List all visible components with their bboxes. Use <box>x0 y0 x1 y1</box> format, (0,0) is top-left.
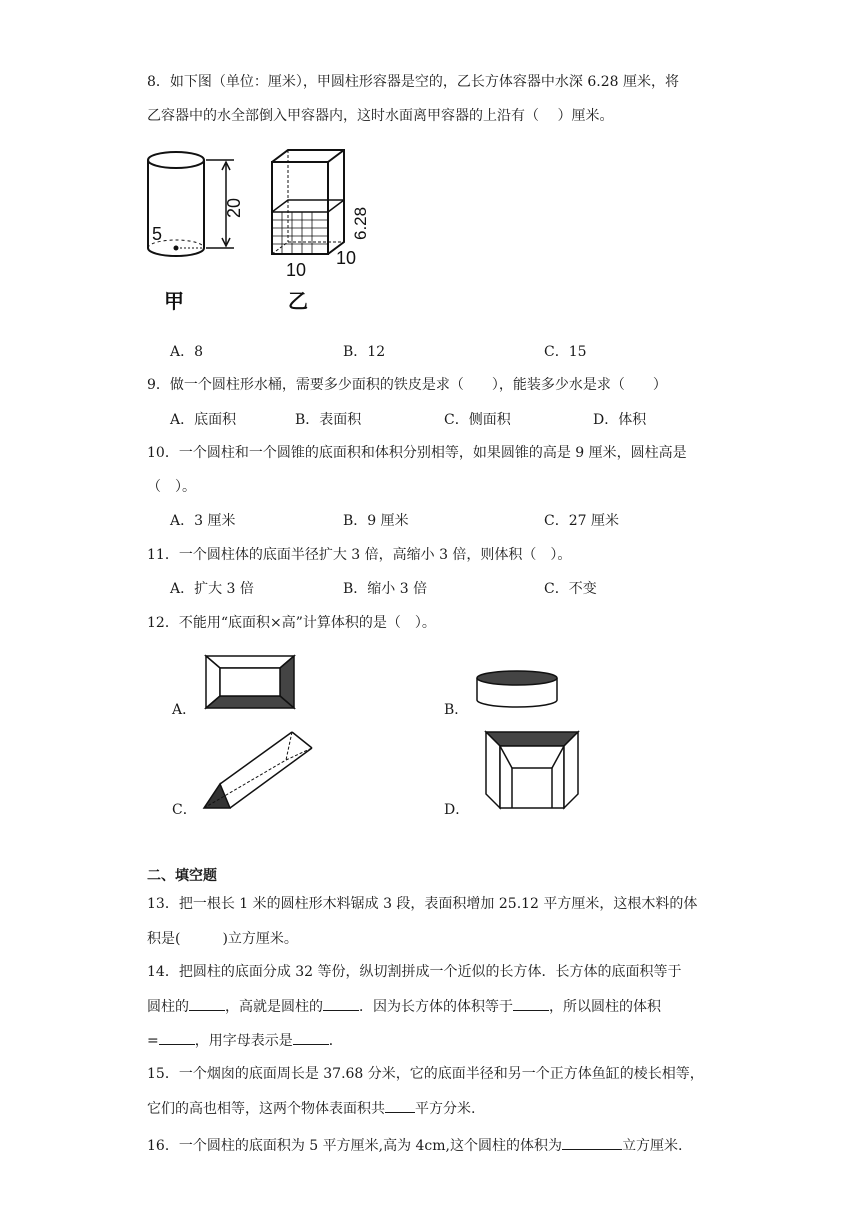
q10-option-c[interactable]: C．27 厘米 <box>544 513 619 529</box>
q14-blank-4[interactable] <box>159 1030 195 1045</box>
q14-blank-5[interactable] <box>293 1030 329 1045</box>
q12-figure-d-hexagonal-prism <box>480 728 584 812</box>
q16-blank[interactable] <box>562 1135 622 1150</box>
section-fill-in-title: 二、填空题 <box>147 868 217 884</box>
q8-figure <box>140 140 380 320</box>
cuboid-depth-label: 6.28 <box>351 206 370 240</box>
q8-text-line1: 8．如下图（单位：厘米），甲圆柱形容器是空的，乙长方体容器中水深 6.28 厘米，将 <box>147 74 679 90</box>
cuboid-yi <box>272 150 344 254</box>
q8-option-b[interactable]: B．12 <box>343 344 386 360</box>
q15-text-2a: 它们的高也相等，这两个物体表面积共 <box>147 1101 385 1117</box>
q14-text-line3 <box>147 1030 343 1051</box>
q15-text-line2 <box>147 1098 475 1119</box>
q8-text-line2: 乙容器中的水全部倒入甲容器内，这时水面离甲容器的上沿有（ ）厘米。 <box>147 108 614 124</box>
q14-text-3b: ，用字母表示是 <box>194 1033 293 1049</box>
q10-option-a[interactable]: A．3 厘米 <box>170 513 236 529</box>
cylinder-center-dot <box>174 246 179 251</box>
q15-text-2b: 平方分米. <box>415 1101 476 1117</box>
q13-text-line2: 积是( )立方厘米。 <box>147 931 298 947</box>
q14-text-2a: 圆柱的 <box>147 999 189 1015</box>
cuboid-hidden-edges <box>272 150 344 254</box>
q8-option-a[interactable]: A．8 <box>170 344 204 360</box>
q14-text-3a: = <box>147 1033 159 1049</box>
q14-text-line1: 14．把圆柱的底面分成 32 等份，纵切割拼成一个近似的长方体．长方体的底面积等于 <box>147 964 682 980</box>
cuboid-width-label: 10 <box>336 248 357 268</box>
q12-option-b[interactable]: B． <box>444 702 469 718</box>
caption-yi: 乙 <box>288 291 308 313</box>
q14-text-2c: ．因为长方体的体积等于 <box>359 999 513 1015</box>
q15-blank[interactable] <box>385 1098 415 1113</box>
q9-text-line1: 9．做一个圆柱形水桶，需要多少面积的铁皮是求（ ），能装多少水是求（ ） <box>147 377 667 393</box>
q12-option-d[interactable]: D． <box>444 802 470 818</box>
q14-blank-2[interactable] <box>323 996 359 1011</box>
q12-figure-b-cylinder <box>474 668 560 712</box>
caption-jia: 甲 <box>164 291 184 313</box>
q11-text-line1: 11．一个圆柱体的底面半径扩大 3 倍，高缩小 3 倍，则体积（ ）。 <box>147 547 572 563</box>
cylinder-radius-label: 5 <box>152 224 163 244</box>
cylinder-height-label: 20 <box>224 197 244 218</box>
q9-option-c[interactable]: C．侧面积 <box>444 412 511 428</box>
q11-option-b[interactable]: B．缩小 3 倍 <box>343 581 428 597</box>
q14-text-2b: ，高就是圆柱的 <box>225 999 323 1015</box>
q14-text-2d: ，所以圆柱的体积 <box>549 999 661 1015</box>
q11-option-a[interactable]: A．扩大 3 倍 <box>170 581 254 597</box>
q9-option-d[interactable]: D．体积 <box>593 412 647 428</box>
q14-text-line2 <box>147 996 661 1017</box>
q10-text-line2: （ ）。 <box>147 479 196 495</box>
cuboid-length-label: 10 <box>286 260 307 280</box>
q8-option-c[interactable]: C．15 <box>544 344 587 360</box>
q15-text-line1: 15．一个烟囱的底面周长是 37.68 分米，它的底面半径和另一个正方体鱼缸的棱长相等， <box>147 1066 704 1082</box>
q14-blank-1[interactable] <box>189 996 225 1011</box>
q14-text-3c: ． <box>328 1033 343 1049</box>
q13-text-line1: 13．把一根长 1 米的圆柱形木料锯成 3 段，表面积增加 25.12 平方厘米，这根木料的体 <box>147 896 698 912</box>
q16-text-1b: 立方厘米. <box>622 1138 683 1154</box>
q10-text-line1: 10．一个圆柱和一个圆锥的底面积和体积分别相等，如果圆锥的高是 9 厘米，圆柱高是 <box>147 445 687 461</box>
q16-text-1a: 16．一个圆柱的底面积为 5 平方厘米,高为 4cm,这个圆柱的体积为 <box>147 1138 562 1154</box>
q12-option-a[interactable]: A． <box>172 702 197 718</box>
q16-text-line1 <box>147 1135 682 1156</box>
q12-option-c[interactable]: C． <box>172 802 197 818</box>
q12-text-line1: 12．不能用“底面积×高”计算体积的是（ ）。 <box>147 615 436 631</box>
q14-blank-3[interactable] <box>513 996 549 1011</box>
q9-option-b[interactable]: B．表面积 <box>295 412 362 428</box>
q11-option-c[interactable]: C．不变 <box>544 581 597 597</box>
q12-figure-a-prism <box>204 654 296 710</box>
q10-option-b[interactable]: B．9 厘米 <box>343 513 409 529</box>
q9-option-a[interactable]: A．底面积 <box>170 412 237 428</box>
q12-figure-c-triangular-prism <box>200 728 316 812</box>
